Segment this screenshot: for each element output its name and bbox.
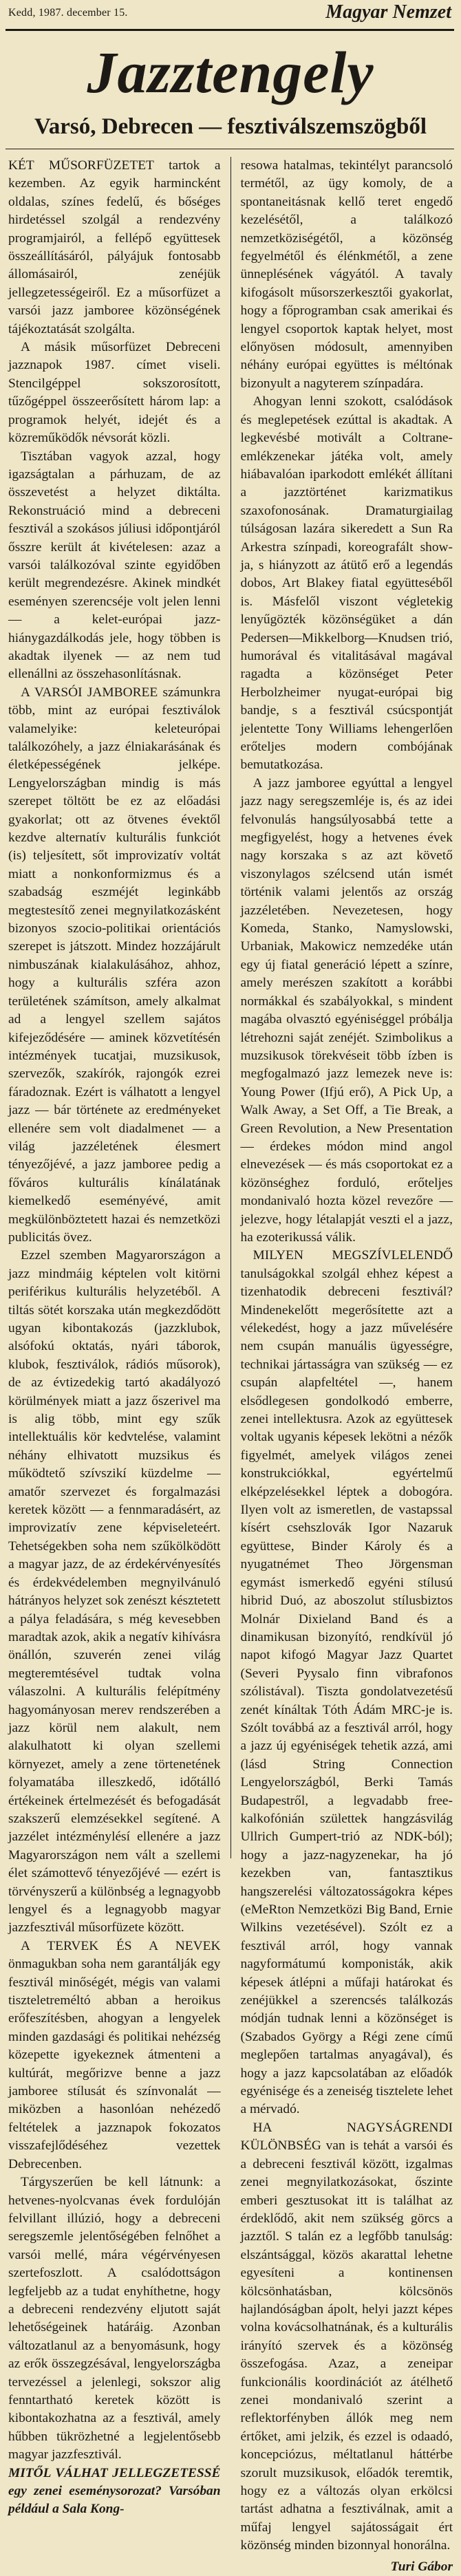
article-paragraph: A VARSÓI JAMBOREE számunkra több, mint az európai fesztiválok valamelyike: keleteurópai találkozóhely, a jazz élniakarásának és életképességének jelképe. Lengyelországban mindig is más szerepet töltött be ez az előadási gyakorlat; ott az ötvenes évektől kezdve alternatív kulturális funkciót (is) teljesített, sőt improvizatív voltát miatt a nonkonformizmus és a szabadság eszméjét leginkább megtestesítő zenei megnyilatkozásként bizonyos szocio-politikai orientációs szerepet is játszott. Mindez hozzájárult nimbuszának kialakulásához, ahhoz, hogy a kulturális szféra azon területének számítson, amely alkalmat ad a lengyel szellem sajátos kifejeződésére — aminek közvetítésén intézmények tucatjai, muzsikusok, szervezők, szakírók, rajongók ezrei fáradoznak. Ezért is válhatott a lengyel jazz — bár története az eredményeket ellenére sem volt diadalmenet — a világ jazzéletének élesmert tényezőjévé, a jazz jamboree pedig a főváros kulturális kínálatának kiemelkedő eseményévé, amit megkülönböztetett hazai és nemzetközi publicitás övez. [8,685,221,1245]
article-paragraph: Ezzel szemben Magyarországon a jazz mindmáig képtelen volt kitörni periférikus kulturális helyzetéből. A tiltás sötét korszaka után megkezdődött ugyan kibontakozás (jazzklubok, alsófokú oktatás, nyári táborok, klubok, fesztiválok, rádiós műsorok), de az évtizedekig tartó akadályozó körülmények miatt a jazz őszerivel ma is alig több, mint egy szűk intellektuális kör kedvtelése, valamint néhány elhivatott muzsikus és működtető szívszikí küzdelme — amatőr szervezet és forgalmazási keretek között — a fennmaradásért, az improvizatív zene képviseleteért. Tehetségekben soha nem szűkölködött a magyar jazz, de az érdekérvényesítés és érdekvédelemben megnyilvánuló hátrányos helyzet sok zenészt késztetett a pálya feladására, s még kevesebben maradtak azok, akik a negatív kihívásra önállón, szuverén zenei világ megteremtésével tudtak volna válaszolni. A kulturális felépítmény hagyományosan merev rendszerében a jazz körül nem alakult, nem alakulhatott ki olyan szellemi környezet, amely a zene törtenetének folyamatába illeszkedő, időtálló értékeinek értelmezését és befogadását szakszerű elemzésekkel segítené. A jazzélet intézménylésí ellenére a jazz Magyarországon nem vált a szellemi élet számottevő tényezőjévé — ezért is törvényszerű a különbség a legnagyobb lengyel és a legnagyobb magyar jazzfesztivál műsorfüzete között. [8,1248,221,1935]
article-paragraph: A TERVEK ÉS A NEVEK önmagukban soha nem garantálják egy fesztivál minőségét, mégis van valami tiszteletreméltó abban a heroikus erőfeszítésben, ahogyan a lengyelek minden gazdasági és politikai nehézség közepette igyekeznek átmenteni a kultúrát, megőrizve benne a jazz jamboree stílusát és színvonalát — miközben a hasonlóan nehézedő feltételek a jazznapok fokozatos visszafejlődéséhez vezettek Debrecenben. [8,1938,221,2171]
article-body [8,157,453,2574]
article-paragraph: KÉT MŰSORFÜZETET tartok a kezemben. Az egyik harmincként oldalas, színes fedelű, és bőséges hirdetéssel szolgál a rendezvény programjairól, a fellépő együttesek összeállításáról, pályájuk fontosabb állomásairól, zenéjük jellegzetességeiről. Ez a műsorfüzet a varsói jazz jamboree közönségének tájékoztatását szolgálta. [8,158,221,336]
newspaper-name: Magyar Nemzet [325,1,451,23]
article-column-left [8,157,221,2517]
article-paragraph: HA NAGYSÁGRENDI KÜLÖNBSÉG van is tehát a varsói és a debreceni fesztivál között, izgalmas zenei megnyilatkozásokat, őszinte emberi gesztusokat itt is találhat az érdeklődő, akit nem szükség görcs a jazztől. S talán ez a legfőbb tanulság: elszántsággal, közös akarattal lehetne egyesíteni a kontinensen kölcsönhatásban, kölcsönös hajlandóságban ápolt, helyi jazzt képes volna kovácsolhatnának, és a kulturális irányító szervek és a közönség összefogása. Azaz, a zeneipar funkcionális koordinációt az átélhető zenei mondanivaló szerint a reflektorfényben állók meg nem értőket, ami jelzik, és ezzel is odaadó, koncepciózus, méltatlanul háttérbe szorult muzsikusok, előadók teremtik, hogy ez a változás olyan erkölcsi tartást adhatna a fesztiválnak, amit a műfaj lengyel sajátosságait ért közönség minden bizonnyal honorálna. [240,2120,453,2553]
article-subtitle: Varsó, Debrecen — fesztiválszemszögből [34,114,427,139]
article-paragraph: MILYEN MEGSZÍVLELENDŐ tanulságokkal szolgál ehhez képest a tizenhatodik debreceni fesztivál? Mindenekelőtt megerősítette azt a vélekedést, hogy a jazz művelésére nem csupán manuális ügyességre, technikai jártasságra van szükség — ez csupán alapfeltétel —, hanem elsődlegesen gondolkodó emberre, zenei intellektusra. Azok az együttesek voltak ugyanis képesek lekötni a nézők figyelmét, amelyek világos zenei konstrukciókkal, egyértelmű elképzelésekkel léptek a dobogóra. Ilyen volt az ismeretlen, de vastapssal kísért csehszlovák Igor Nazaruk együttese, Binder Károly és a nyugatnémet Theo Jörgensman egymást ismerkedő egyéni stílusú hibrid Duó, az aboszolut stílusbiztos Molnár Dixieland Band és a dinamikusan bizonyító, rendkívül jó napot kifogó Magyar Jazz Quartet (Severi Pyysalo finn vibrafonos szólistával). Tiszta gondolatvezetésű zenét kínáltak Tóth Ádám MRC-je is. Szólt továbbá az a fesztivál arról, hogy a jazz új egyéniségek tehetik azzá, ami (lásd String Connection Lengyelországból, Berki Tamás Budapestről, a legvadabb free-kalkofónián születtek hangzásvilág Ullrich Gumpert-trió az NDK-ból); hogy a jazz-nagyzenekar, ha jó kezekben van, fantasztikus hangszerelési változatosságokra képes (eMeRton Nemzetközi Big Band, Ernie Wilkins vezetésével). Szólt ez a fesztivál arról, hogy vannak nagyformátumú komponisták, akik képesek átlépni a műfaji határokat és zenéjükkel a szerencsés találkozás módján tudnak lenni a közönséget is (Szabados György a Régi zene című meglepően tartalmas anyagával), és hogy a jazz kapcsolatában az előadók egyénisége és a zeneiség tisztelete lehet a mérvadó. [240,1248,453,2117]
masthead-rule [6,29,454,31]
article-title: Jazztengely [87,39,374,105]
article-paragraph: A jazz jamboree egyúttal a lengyel jazz nagy seregszemléje is, és az idei felvonulás hangsúlyosabbá tette a megfigyelést, hogy a hetvenes évek nagy korszaka s az azt követő viszonylagos szélcsend után ismét történik valami jelentős az ország jazzéletében. Nevezetesen, hogy Komeda, Stanko, Namyslowski, Urbaniak, Makowicz nemzedéke után egy új fiatal generáció lépett a színre, amely merészen szakított a korábbi normákkal és szabályokkal, s mindent magába olvasztó egyéniséggel próbálja létrehozni saját zenéjét. Szimbolikus a muzsikusok törekvéseit több ízben is megfogalmazó jazz lemezek neve is: Young Power (Ifjú erő), A Pick Up, a Walk Away, a Set Off, a Tie Break, a Green Revolution, a New Presentation — érdekes módon mind angol elnevezések — és más csoportokat ez a közönséghez forduló, erőteljes mondanivaló hozta közel revezőre — jelezve, hogy létalapját veszti el a jazz, ha ezoterikussá válik. [240,775,453,1245]
author-signature: Turi Gábor [390,2559,453,2574]
article-paragraph: Tisztában vagyok azzal, hogy igazságtalan a párhuzam, de az összevetést a helyzet diktálta. Rekonstruáció mind a debreceni fesztivál a szokásos júliusi időpontjáról ősszre került át kivételesen: azaz a varsói találkozóval szinte egyidőben került megrendezésre. Akinek mindkét eseményen szerencséje volt jelen lenni — a kelet-európai jazz-hiánygazdálkodás jele, hogy többen is akadtak ilyenek — az nem tud ellenállni az összehasonlításnak. [8,449,221,682]
article-paragraph: MITŐL VÁLHAT JELLEGZETESSÉ egy zenei eseménysorozat? Varsóban például a Sala Kong- [8,2465,221,2517]
dateline: Kedd, 1987. december 15. [8,7,128,19]
article-paragraph: A másik műsorfüzet Debreceni jazznapok 1987. címet viseli. Stencilgéppel sokszorosított, tűzőgéppel összeerősített három lap: a programok helyét, idejét és a közreműködők névsorát közli. [8,340,221,446]
masthead [6,1,454,29]
article-paragraph: resowa hatalmas, tekintélyt parancsoló termétől, az ügy komoly, de a spontaneitásnak kellő teret engedő kezelésétől, a találkozó nemzetköziségétől, a közönség fegyelmétől és élénkmétől, a zene ünneplésének vágyától. A tavaly kifogásolt műsorszerkesztői gyakorlat, hogy a főprogramban csak amerikai és lengyel csoportok kaptak helyet, most előnyösen módosult, amennyiben néhány európai együttes is méltónak bizonyult a nagyterem színpadára. [240,158,453,391]
article-paragraph: Tárgyszerűen be kell látnunk: a hetvenes-nyolcvanas évek fordulóján felvillant illúzió, hogy a debreceni seregszemle jelentőségében felnőhet a varsói mellé, mára végérvényesen szertefoszlott. A csalódottságon legfeljebb az a tudat enyhíthetne, hogy a debreceni rendezvény eljutott saját lehetőségeinek határáig. Azonban változatlanul az a benyomásunk, hogy az erők összegzésával, lengyelországba tervezéssel a jelenlegi, sokszor alig fenntartható keretek között is kibontakozhatna az a fesztivál, amely hűbben tükrözhetné a legjelentősebb magyar jazzfesztivál. [8,2175,221,2462]
article-paragraph: Ahogyan lenni szokott, csalódások és meglepetések ezúttal is akadtak. A legkevésbé motivált a Coltrane-emlékzenekar játéka volt, amely hiábavalóan iparkodott emlékét állítani a jazztörténet karizmatikus szaxofonosának. Dramaturgiailag túlságosan lazára sikeredett a Sun Ra Arkestra színpadi, koreografált show-ja, s hiányzott az átütő erő a legendás dobos, Art Blakey fiatal együtteséből is. Másfelől viszont végletekig lenyűgözték közönségüket a dán Pedersen—Mikkelborg—Knudsen trió, humorával és vitalitásával magával ragadta a közönséget Peter Herbolzheimer nyugat-európai big bandje, s a fesztivál csúcspontját jelentette Tony Williams lehengerlően erőteljes modern combójának bemutatkozása. [240,394,453,773]
article-column-right [240,157,453,2574]
